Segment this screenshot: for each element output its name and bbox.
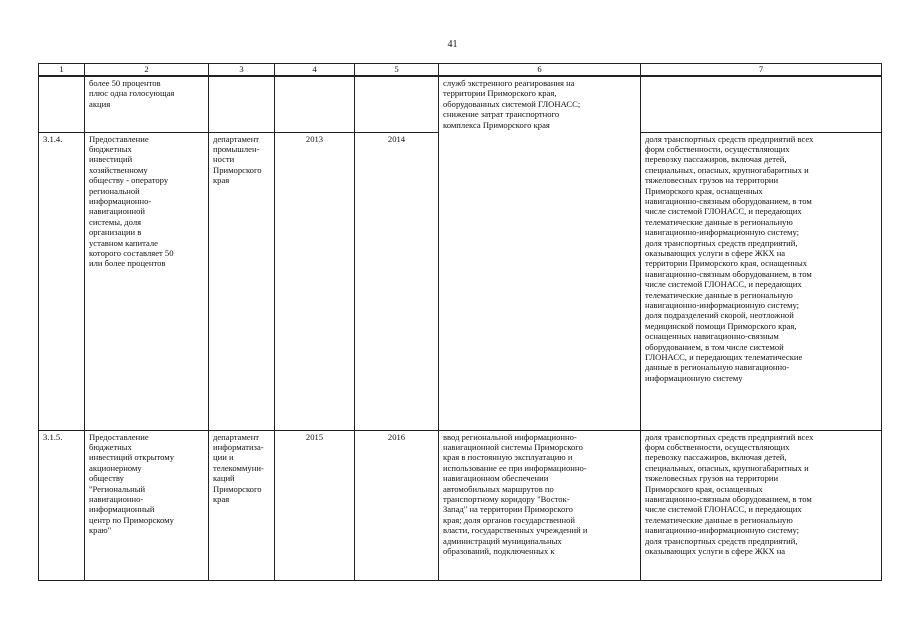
executor-text: департамент промышлен- ности Приморского края	[209, 132, 275, 430]
indicator-text: доля транспортных средств предприятий всех форм собственности, осуществляющих перевозку пассажиров, включая детей, специальных, опасных, крупногабаритных и тяжеловесных грузов на территории Приморского края, оснащенных навигационно-связным оборудованием, в том числе системой ГЛОНАСС, и передающих телематические данные в региональную навигационно-информационную систему; доля транспортных средств предприятий, оказывающих услуги в сфере ЖКХ на территории Приморского края, оснащенных навигационно-связным оборудованием, в том числе системой ГЛОНАСС, и передающих телематические данные в региональную навигационно-информационную систему; доля подразделений скорой, неотложной медицинской помощи Приморского края, оснащенных навигационно-связным оборудованием, в том числе системой ГЛОНАСС, и передающих телематические данные в региональную навигационно- информационную систему	[641, 132, 882, 430]
indicator-text: доля транспортных средств предприятий всех форм собственности, осуществляющих перевозку пассажиров, включая детей, специальных, опасных, крупногабаритных и тяжеловесных грузов на территории Приморского края, оснащенных навигационно-связным оборудованием, в том числе системой ГЛОНАСС, и передающих телематические данные в региональную навигационно-информационную систему; доля транспортных средств предприятий, оказывающих услуги в сфере ЖКХ на	[641, 430, 882, 580]
column-number-row	[39, 64, 882, 77]
item-number: 3.1.4.	[39, 132, 85, 430]
page-number: 41	[447, 39, 458, 50]
column-number: 1	[39, 64, 85, 77]
column-number: 4	[275, 64, 355, 77]
end-year: 2014	[355, 132, 439, 430]
start-year	[275, 76, 355, 132]
result-text: ввод региональной информационно- навигационной системы Приморского края в постоянную эксплуатацию и использование ее при информационно- навигационном обеспечении автомобильных маршрутов по транспортному коридору "Восток- Запад" на территории Приморского края; доля органов государственной власти, государственных учреждений и администраций муниципальных образований, подключенных к	[439, 430, 641, 580]
item-number	[39, 76, 85, 132]
indicator-text	[641, 76, 882, 132]
column-number: 7	[641, 64, 882, 77]
executor-text: департамент информатиза- ции и телекоммуни- каций Приморского края	[209, 430, 275, 580]
column-number: 5	[355, 64, 439, 77]
column-number: 2	[85, 64, 209, 77]
item-number: 3.1.5.	[39, 430, 85, 580]
end-year: 2016	[355, 430, 439, 580]
measure-text: более 50 процентов плюс одна голосующая акция	[85, 76, 209, 132]
table-row	[39, 76, 882, 132]
column-number: 3	[209, 64, 275, 77]
program-table	[38, 63, 882, 581]
start-year: 2015	[275, 430, 355, 580]
measure-text: Предоставление бюджетных инвестиций открытому акционерному обществу "Региональный навигационно- информационный центр по Приморскому краю"	[85, 430, 209, 580]
result-text: служб экстренного реагирования на территории Приморского края, оборудованных системой ГЛОНАСС; снижение затрат транспортного комплекса Приморского края	[439, 76, 641, 430]
start-year: 2013	[275, 132, 355, 430]
end-year	[355, 76, 439, 132]
executor-text	[209, 76, 275, 132]
measure-text: Предоставление бюджетных инвестиций хозяйственному обществу - оператору региональной информационно- навигационной системы, доля организации в уставном капитале которого составляет 50 или более процентов	[85, 132, 209, 430]
table-row	[39, 430, 882, 580]
column-number: 6	[439, 64, 641, 77]
